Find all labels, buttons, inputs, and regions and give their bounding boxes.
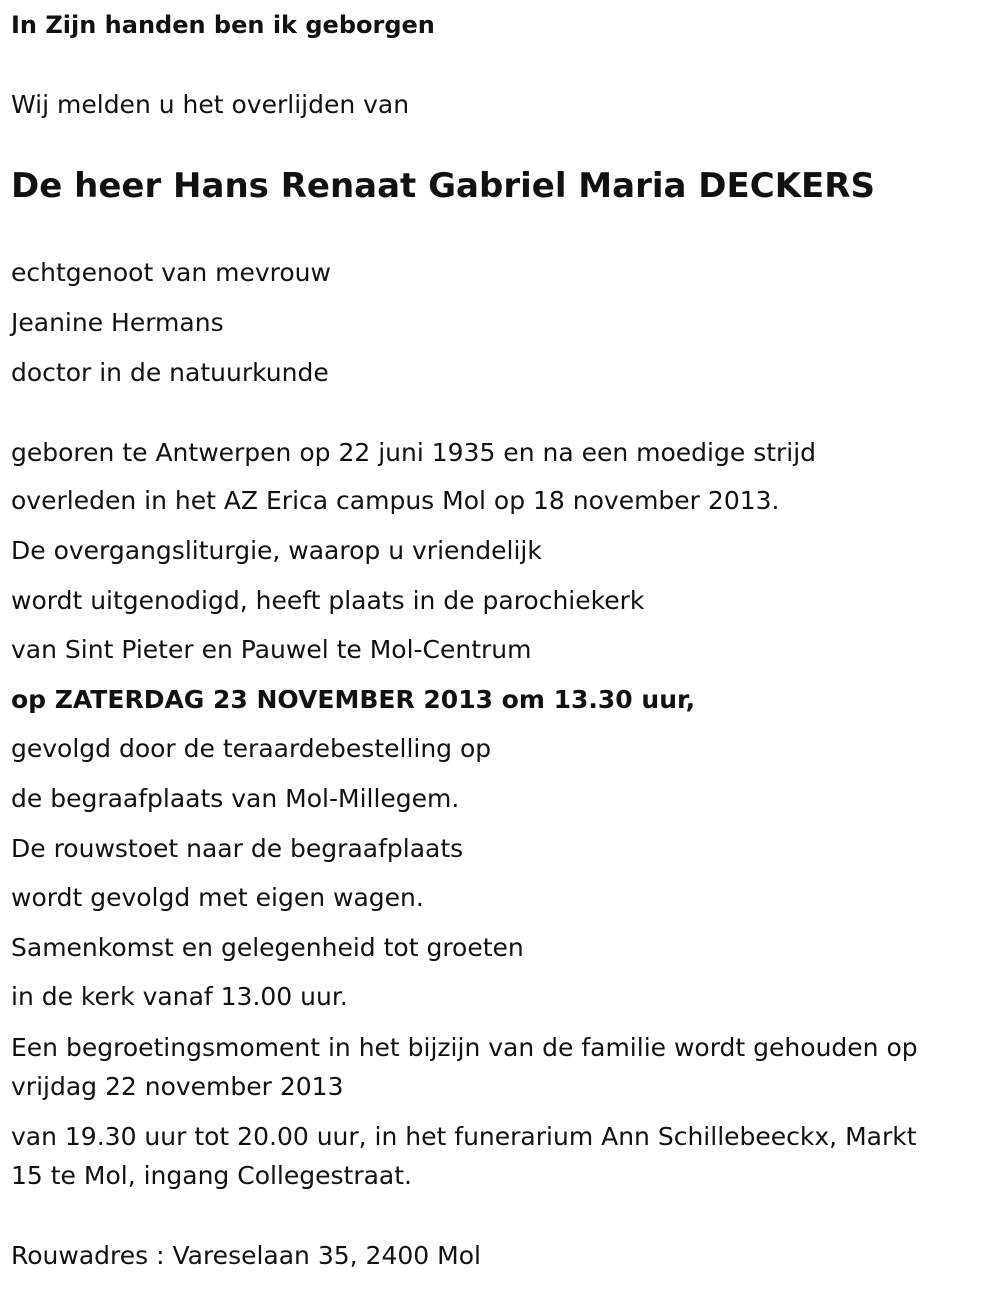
body-line: De rouwstoet naar de begraafplaats: [11, 834, 464, 863]
body-line: wordt gevolgd met eigen wagen.: [11, 883, 424, 912]
body-line: de begraafplaats van Mol-Millegem.: [11, 784, 460, 813]
motto: In Zijn handen ben ik geborgen: [11, 11, 435, 39]
body-line: vrijdag 22 november 2013: [11, 1072, 344, 1101]
body-line: wordt uitgenodigd, heeft plaats in de parochiekerk: [11, 586, 645, 615]
body-line: in de kerk vanaf 13.00 uur.: [11, 982, 348, 1011]
body-line: Samenkomst en gelegenheid tot groeten: [11, 933, 524, 962]
body-line: 15 te Mol, ingang Collegestraat.: [11, 1161, 413, 1190]
relation-line: echtgenoot van mevrouw: [11, 258, 331, 287]
body-line: geboren te Antwerpen op 22 juni 1935 en na een moedige strijd: [11, 438, 817, 467]
body-line: overleden in het AZ Erica campus Mol op 18 november 2013.: [11, 486, 780, 515]
body-line: van 19.30 uur tot 20.00 uur, in het funerarium Ann Schillebeeckx, Markt: [11, 1122, 917, 1151]
mourning-address: Rouwadres : Vareselaan 35, 2400 Mol: [11, 1241, 481, 1270]
intro-text: Wij melden u het overlijden van: [11, 90, 410, 119]
body-line: De overgangsliturgie, waarop u vriendelijk: [11, 536, 542, 565]
body-line: Een begroetingsmoment in het bijzijn van de familie wordt gehouden op: [11, 1033, 918, 1062]
relation-line: doctor in de natuurkunde: [11, 358, 329, 387]
relation-line: Jeanine Hermans: [11, 308, 224, 337]
deceased-name: De heer Hans Renaat Gabriel Maria DECKERS: [11, 166, 875, 206]
ceremony-datetime: op ZATERDAG 23 NOVEMBER 2013 om 13.30 uur,: [11, 685, 696, 714]
body-line: gevolgd door de teraardebestelling op: [11, 734, 492, 763]
body-line: van Sint Pieter en Pauwel te Mol-Centrum: [11, 635, 532, 664]
